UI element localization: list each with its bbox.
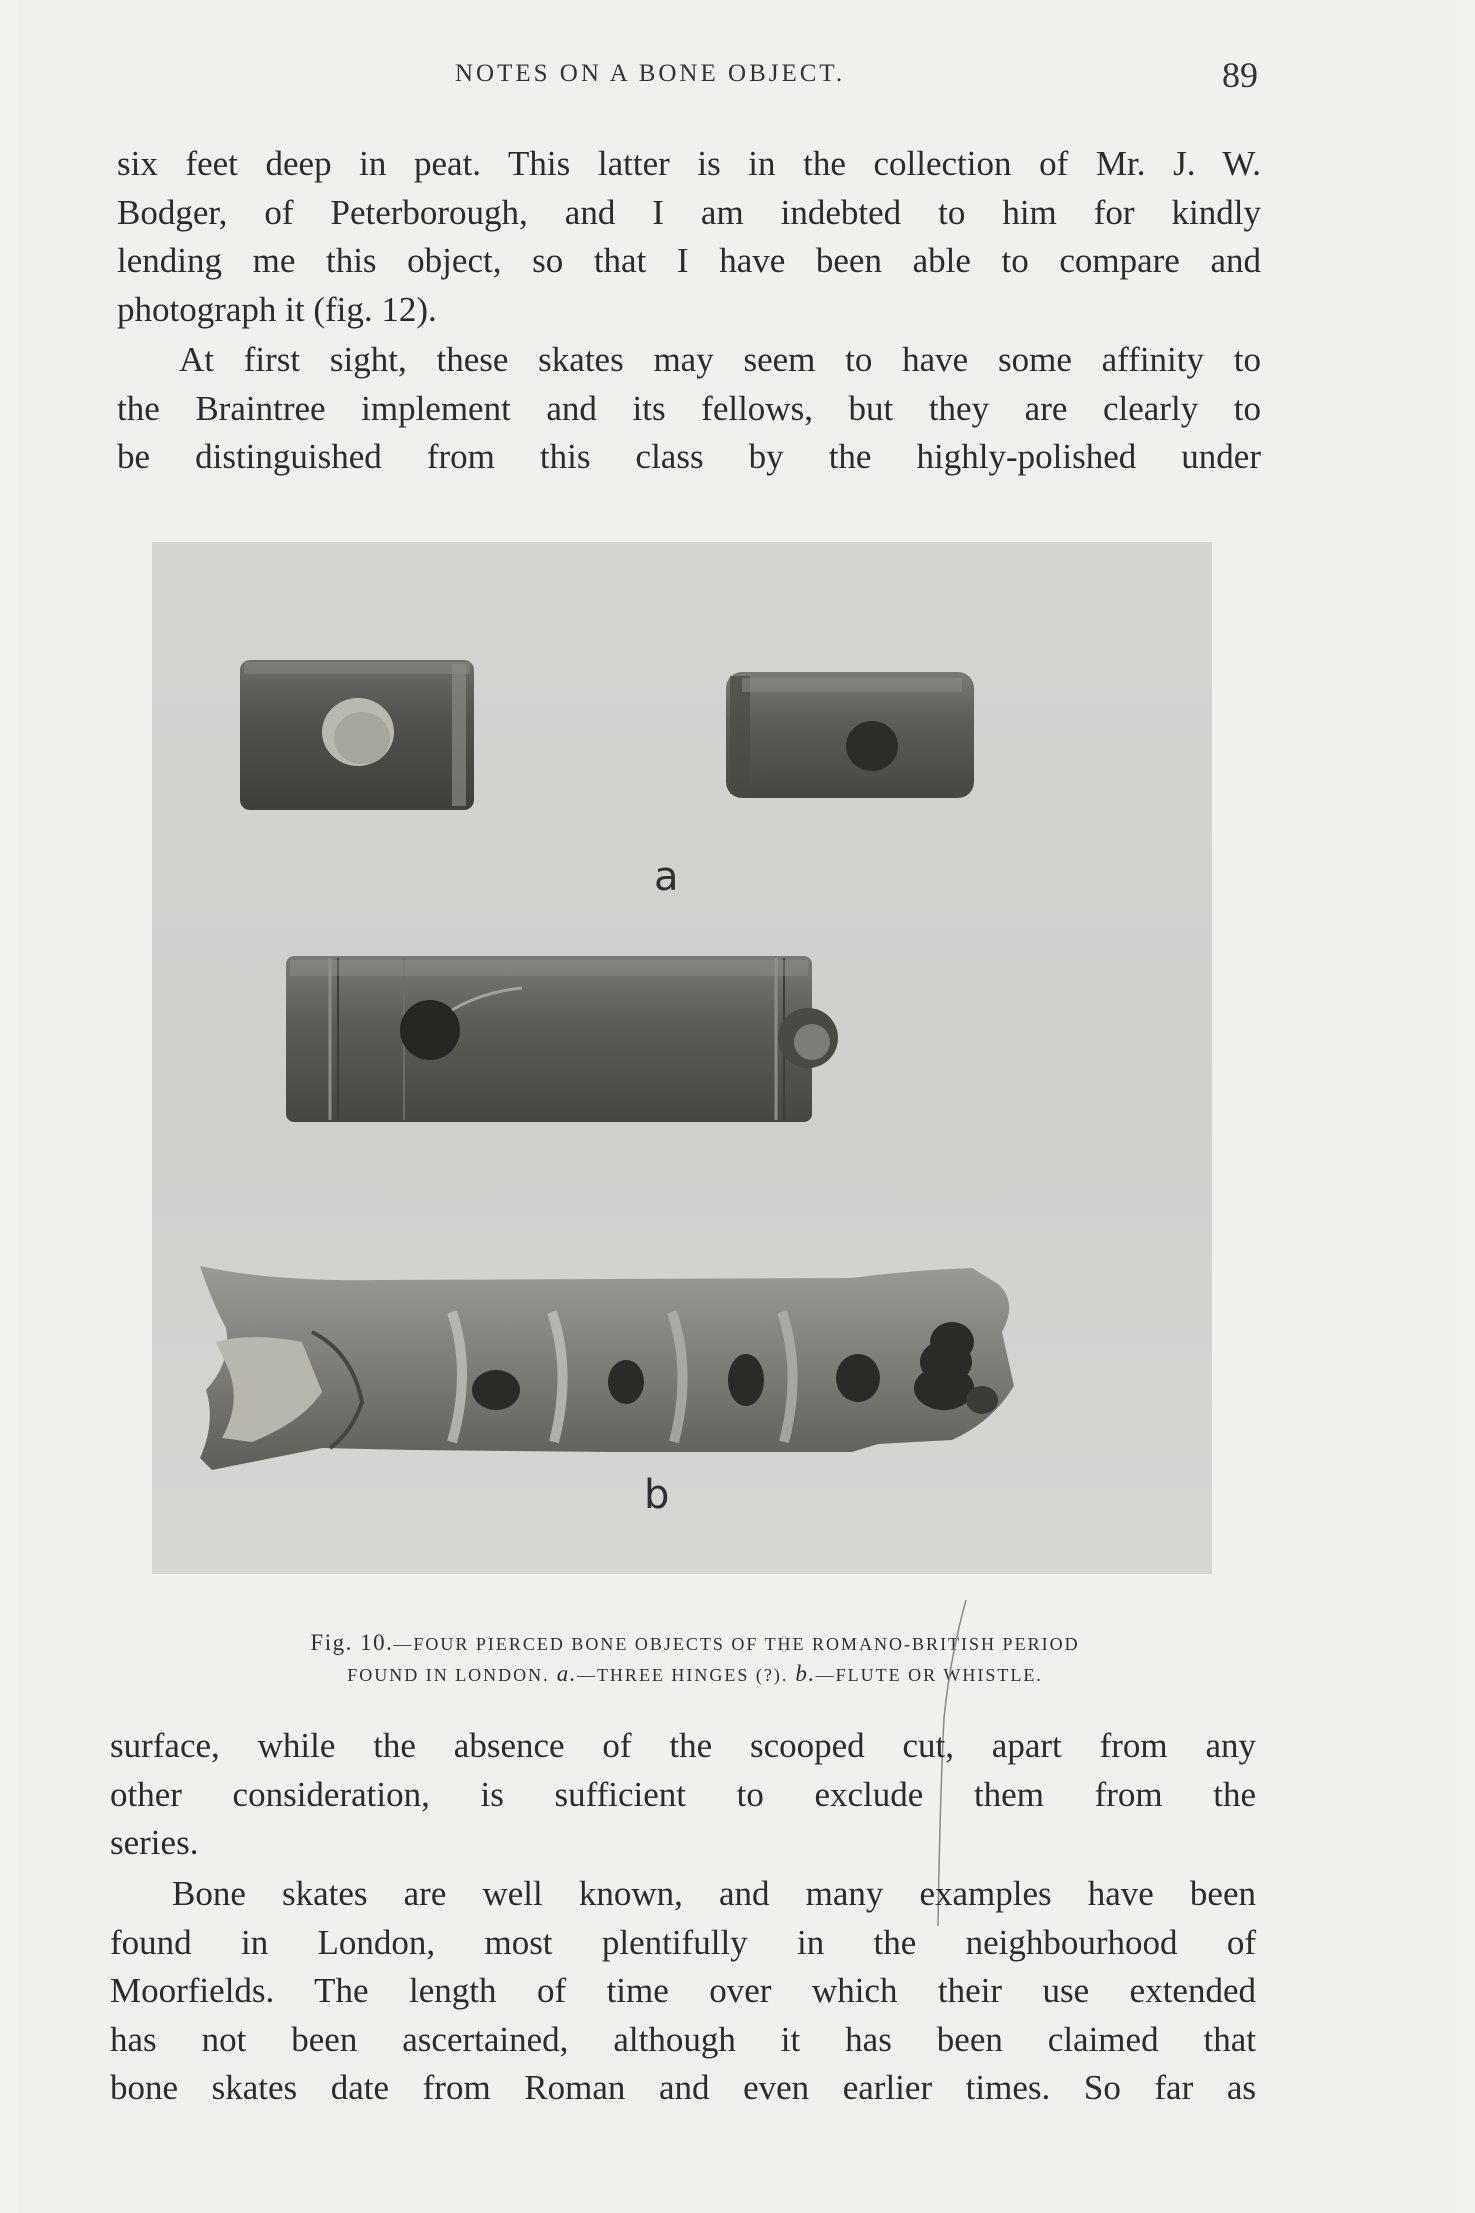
figure-plate bbox=[152, 542, 1212, 1574]
paragraph-top-1 bbox=[117, 140, 1261, 334]
page-number: 89 bbox=[1222, 55, 1258, 95]
text-line: found in London, most plentifully in the neighbourhood of bbox=[110, 1922, 1256, 1962]
text-line: six feet deep in peat. This latter is in the collection of Mr. J. W. bbox=[117, 144, 1261, 183]
running-title: NOTES ON A BONE OBJECT. bbox=[455, 60, 846, 87]
hinge-object-1 bbox=[240, 660, 474, 810]
caption-location: FOUND IN LONDON. bbox=[347, 1665, 550, 1685]
caption-fig-label: Fig. 10. bbox=[310, 1630, 394, 1655]
caption-title: —FOUR PIERCED BONE OBJECTS OF THE ROMANO-BRITISH PERIOD bbox=[393, 1634, 1080, 1654]
text-line: lending me this object, so that I have been able to compare and bbox=[117, 241, 1261, 280]
hinge-object-3 bbox=[286, 956, 838, 1122]
figure-label-a: a bbox=[654, 854, 679, 900]
figure-photograph bbox=[152, 542, 1212, 1574]
text-line: the Braintree implement and its fellows, but they are clearly to bbox=[117, 388, 1261, 428]
running-head bbox=[0, 55, 1475, 100]
caption-text-b: —FLUTE OR WHISTLE. bbox=[815, 1665, 1043, 1685]
text-line: At first sight, these skates may seem to have some affinity to bbox=[179, 340, 1261, 379]
figure-caption-line-2 bbox=[120, 1661, 1270, 1687]
figure-caption-line-1 bbox=[120, 1630, 1270, 1656]
flute-object bbox=[200, 1266, 1014, 1470]
text-line: photograph it (fig. 12). bbox=[117, 289, 437, 329]
text-line: series. bbox=[110, 1823, 199, 1862]
paragraph-bottom-2 bbox=[110, 1870, 1256, 2113]
text-line: Moorfields. The length of time over which their use extended bbox=[110, 1971, 1256, 2010]
text-line: Bodger, of Peterborough, and I am indebted to him for kindly bbox=[117, 192, 1261, 232]
caption-key-a: a. bbox=[556, 1661, 577, 1686]
text-line: other consideration, is sufficient to exclude them from the bbox=[110, 1774, 1256, 1814]
text-line: Bone skates are well known, and many examples have been bbox=[172, 1874, 1256, 1913]
figure-label-b: b bbox=[644, 1472, 670, 1518]
caption-key-b: b. bbox=[795, 1661, 816, 1686]
paragraph-bottom-1 bbox=[110, 1722, 1256, 1868]
text-line: bone skates date from Roman and even earlier times. So far as bbox=[110, 2068, 1256, 2107]
hinge-object-2 bbox=[726, 672, 974, 798]
caption-text-a: —THREE HINGES (?). bbox=[576, 1665, 789, 1685]
paragraph-top-2 bbox=[117, 336, 1261, 482]
text-line: has not been ascertained, although it has been claimed that bbox=[110, 2019, 1256, 2059]
text-line: surface, while the absence of the scooped cut, apart from any bbox=[110, 1726, 1256, 1765]
text-line: be distinguished from this class by the highly-polished under bbox=[117, 437, 1261, 476]
